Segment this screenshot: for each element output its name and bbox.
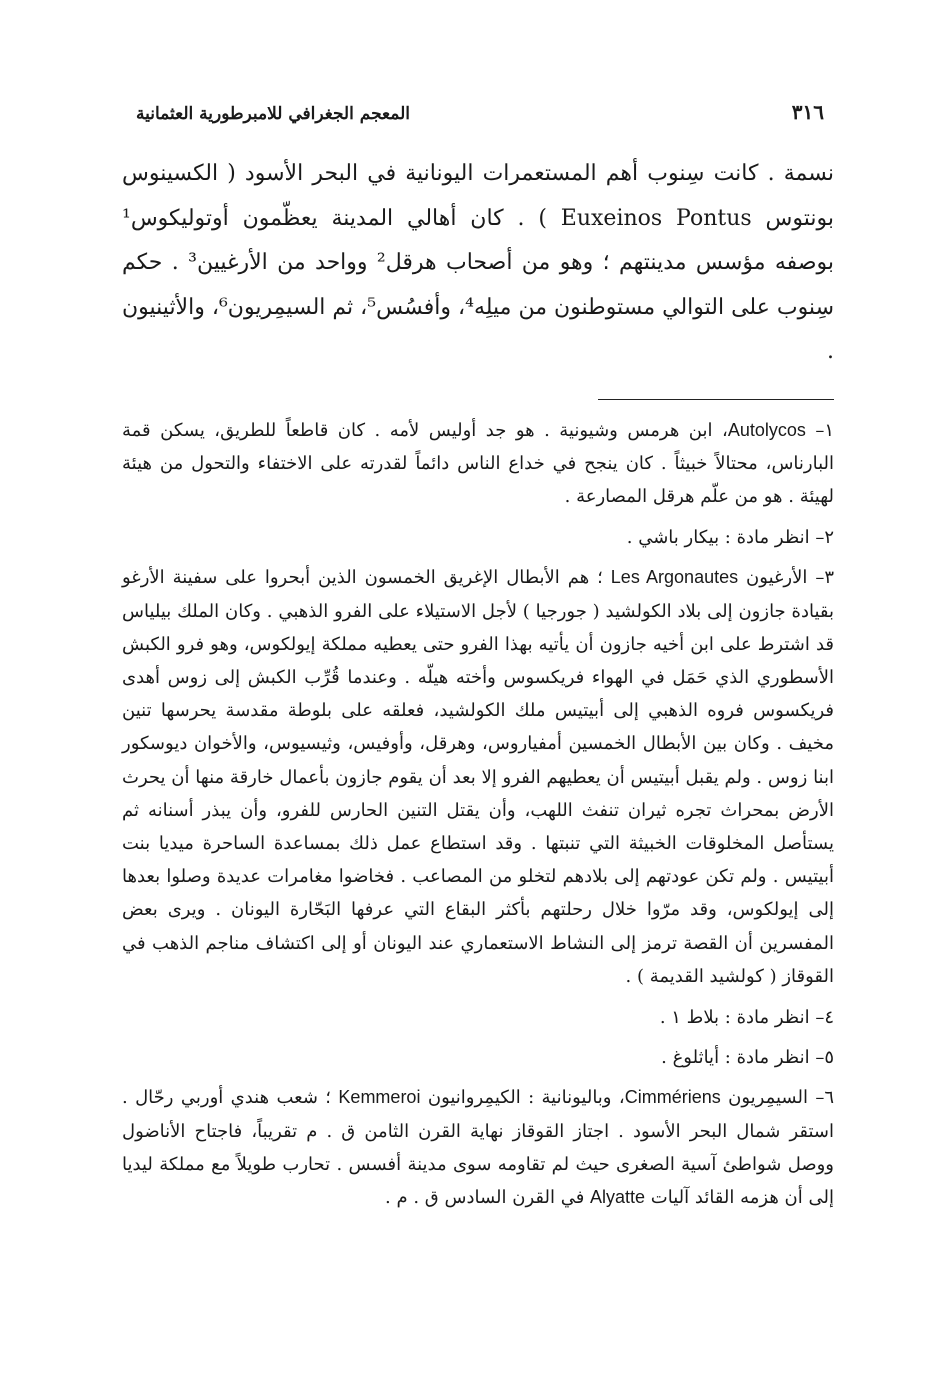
footnote-text: ؛ هم الأبطال الإغريق الخمسون الذين أبحروا على سفينة الأرغو بقيادة جازون إلى بلاد الكولشيد ( جورجيا ) لأجل الاستيلاء على الفرو الذهبي . وكان الملك بيلياس قد اشترط على ابن أخيه جازون أن يأتيه بهذا الفرو حتى يعطيه مملكة إيولكوس، وهو فرو الكبش الأسطوري الذي حَمَل في الهواء فريكسوس وأخته هيلّه . وعندما قُرِّب الكبش إلى زوس أهدى فريكسوس فروه الذهبي إلى أبيتيس ملك الكولشيد، فعلقه على بلوطة مقدسة يحرسها تنين مخيف . وكان بين الأبطال الخمسين أمفياروس، وهرقل، وأوفيس، وثيسيوس، والأخوان ديوسكور ابنا زوس . ولم يقبل أبيتيس أن يعطيهم الفرو إلا بعد أن يقوم جازون بأعمال خارقة منها أن يحرث الأرض بمحراث تجره ثيران تنفث اللهب، وأن يقتل التنين الحارس للفرو، وأن يبذر أسنانه ثم يستأصل المخلوقات الخبيثة التي تنبتها . وقد استطاع عمل ذلك بمساعدة الساحرة ميديا بنت أبيتيس . ولم تكن عودتهم إلى بلادهم لتخلو من المصاعب . فخاضوا مغامرات عديدة وصلوا بعدها إلى إيولكوس، وقد مرّوا خلال رحلتهم بأكثر البقاع التي عرفها البَحّارة اليونان . ويرى بعض المفسرين أن القصة ترمز إلى النشاط الاستعماري عند اليونان أو إلى اكتشاف مناجم الذهب في القوقاز ( كولشيد القديمة ) . bbox=[122, 567, 834, 987]
footnote-number: ٦– bbox=[815, 1087, 835, 1109]
book-page bbox=[122, 100, 834, 1222]
footnote-number: ٣– bbox=[815, 567, 834, 589]
footnote-separator bbox=[598, 399, 834, 400]
latin-term: Cimmériens bbox=[624, 1087, 721, 1108]
latin-term: Les Argonautes bbox=[610, 567, 739, 588]
footnote-number: ٤– bbox=[815, 1006, 834, 1028]
footnote-number: ٥– bbox=[815, 1047, 834, 1069]
main-text bbox=[122, 152, 834, 375]
latin-term-2: Kemmeroi bbox=[338, 1087, 421, 1108]
footnote-text-middle: ، وباليونانية : الكيمِروانيون bbox=[427, 1087, 625, 1109]
footnotes bbox=[122, 414, 834, 1215]
latin-term-3: Alyatte bbox=[590, 1186, 646, 1207]
footnote-text: انظر مادة : أياثلوغ . bbox=[661, 1047, 810, 1069]
footnote-term-arabic: الأرغيون bbox=[746, 567, 808, 589]
footnote-number: ١– bbox=[815, 419, 834, 441]
footnote-text: ؛ شعب هندي أوربي رحّال . استقر شمال البحر الأسود . اجتاز القوقاز نهاية القرن الثامن ق . م تقريباً، فاجتاح الأناضول ووصل شواطئ آسية الصغرى حيث لم تقاومه سوى مدينة أفسس . تحارب طويلاً مع مملكة ليديا إلى أن هزمه القائد آليات bbox=[122, 1087, 834, 1208]
footnote-3 bbox=[122, 561, 834, 993]
latin-term: Autolycos bbox=[727, 419, 806, 440]
running-head bbox=[122, 100, 834, 138]
footnote-6 bbox=[122, 1081, 834, 1214]
footnote-2 bbox=[122, 521, 834, 554]
footnote-text: انظر مادة : بيكار باشي . bbox=[626, 527, 810, 549]
book-title: المعجم الجغرافي للامبرطورية العثمانية bbox=[136, 104, 410, 124]
footnote-text-end: في القرن السادس ق . م . bbox=[385, 1186, 585, 1208]
main-paragraph: نسمة . كانت سِنوب أهم المستعمرات اليونانية في البحر الأسود ( الكسينوس بونتوس Euxeinos Pontus ) . كان أهالي المدينة يعظّمون أوتوليكوس¹ بوصفه مؤسس مدينتهم ؛ وهو من أصحاب هرقل² وواحد من الأرغيين³ . حكم سِنوب على التوالي مستوطنون من ميلِه⁴، وأفسُس⁵، ثم السيمِريون⁶، والأثينيون . bbox=[122, 161, 835, 364]
footnote-5 bbox=[122, 1041, 834, 1074]
footnote-text: ، ابن هرمس وشيونية . هو جد أوليس لأمه . كان قاطعاً للطريق، يسكن قمة البارناس، محتالاً خبيثاً . كان ينجح في خداع الناس دائماً لقدرته على الاختفاء والتحول من هيئة لهيئة . هو من علّم هرقل المصارعة . bbox=[122, 419, 834, 507]
footnote-1 bbox=[122, 414, 834, 514]
footnote-term-arabic: السيمِريون bbox=[728, 1087, 808, 1109]
footnote-number: ٢– bbox=[815, 527, 834, 549]
footnote-4 bbox=[122, 1001, 834, 1034]
footnote-text: انظر مادة : بلاط ١ . bbox=[659, 1006, 810, 1028]
page-number: ٣١٦ bbox=[791, 100, 824, 124]
